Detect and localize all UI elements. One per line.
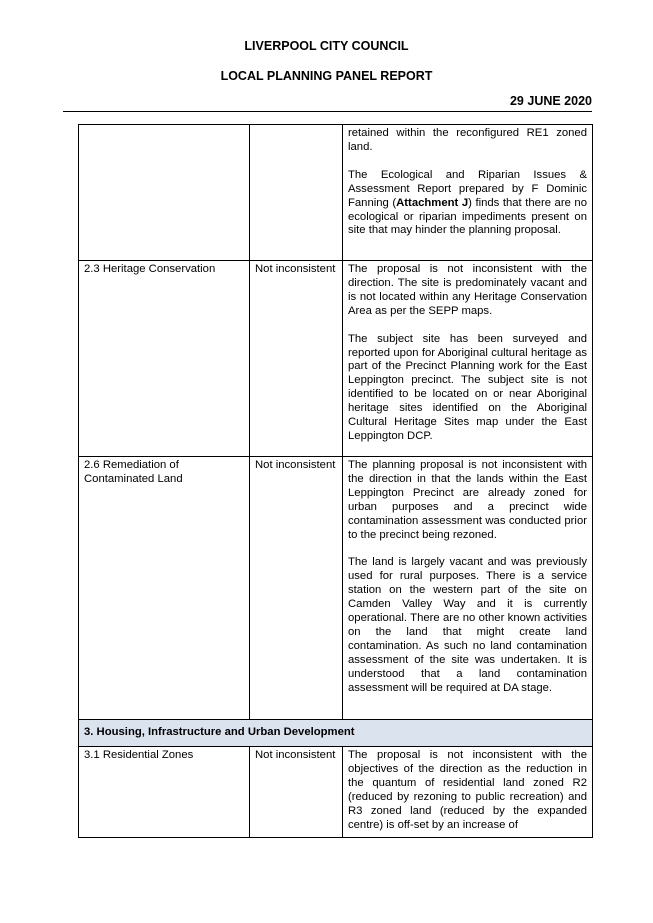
comment-cell bbox=[343, 125, 593, 261]
comment-text: The Ecological and Riparian Issues & Assessment Report prepared by F Dominic Fanning ( bbox=[348, 168, 587, 209]
direction-cell: 2.3 Heritage Conservation bbox=[79, 261, 250, 457]
table-row bbox=[79, 747, 593, 838]
status-cell: Not inconsistent bbox=[250, 457, 343, 720]
status-cell bbox=[250, 125, 343, 261]
header-rule bbox=[63, 111, 592, 112]
comment-paragraph bbox=[348, 169, 587, 239]
table-row bbox=[79, 457, 593, 720]
comment-paragraph: The planning proposal is not inconsistent with the direction in that the lands within the East Leppington Precinct are already zoned for urban purposes and a precinct wide contamination assessment was conducted prior to the precinct being rezoned. bbox=[348, 459, 587, 541]
report-date: 29 JUNE 2020 bbox=[509, 94, 592, 108]
comment-paragraph: The land is largely vacant and was previously used for rural purposes. There is a service station on the western part of the site on Camden Valley Way and it is currently operational. There are no other known activities on the land that might create land contamination. As such no land contamination assessment of the site was undertaken. It is understood that a land contamination assessment will be required at DA stage. bbox=[348, 556, 587, 694]
status-cell: Not inconsistent bbox=[250, 747, 343, 838]
status-cell: Not inconsistent bbox=[250, 261, 343, 457]
direction-cell: 3.1 Residential Zones bbox=[79, 747, 250, 838]
direction-cell bbox=[79, 125, 250, 261]
comment-cell bbox=[343, 747, 593, 838]
comment-cell bbox=[343, 261, 593, 457]
section-heading: 3. Housing, Infrastructure and Urban Development bbox=[79, 720, 593, 747]
comment-paragraph: The proposal is not inconsistent with the direction. The site is predominately vacant and is not located within any Heritage Conservation Area as per the SEPP maps. bbox=[348, 263, 587, 317]
council-name: LIVERPOOL CITY COUNCIL bbox=[244, 39, 409, 53]
table-row bbox=[79, 125, 593, 261]
direction-cell: 2.6 Remediation of Contaminated Land bbox=[79, 457, 250, 720]
comment-paragraph: The proposal is not inconsistent with the objectives of the direction as the reduction in the quantum of residential land zoned R2 (reduced by rezoning to public recreation) and R3 zoned land (reduced by the expanded centre) is off-set by an increase of bbox=[348, 749, 587, 831]
report-title: LOCAL PLANNING PANEL REPORT bbox=[220, 69, 433, 83]
section-heading-row bbox=[79, 720, 593, 747]
comment-paragraph: retained within the reconfigured RE1 zoned land. bbox=[348, 127, 587, 153]
comment-text: ) finds that there are no ecological or riparian impediments present on site that may hinder the planning proposal. bbox=[348, 196, 587, 237]
attachment-reference: Attachment J bbox=[396, 196, 469, 209]
consistency-table bbox=[78, 124, 593, 838]
comment-paragraph: The subject site has been surveyed and reported upon for Aboriginal cultural heritage as part of the Precinct Planning work for the East Leppington precinct. The subject site is not identified to be located on or near Aboriginal heritage sites identified on the Aboriginal Cultural Heritage Sites map under the East Leppington DCP. bbox=[348, 332, 587, 442]
comment-cell bbox=[343, 457, 593, 720]
table-row bbox=[79, 261, 593, 457]
